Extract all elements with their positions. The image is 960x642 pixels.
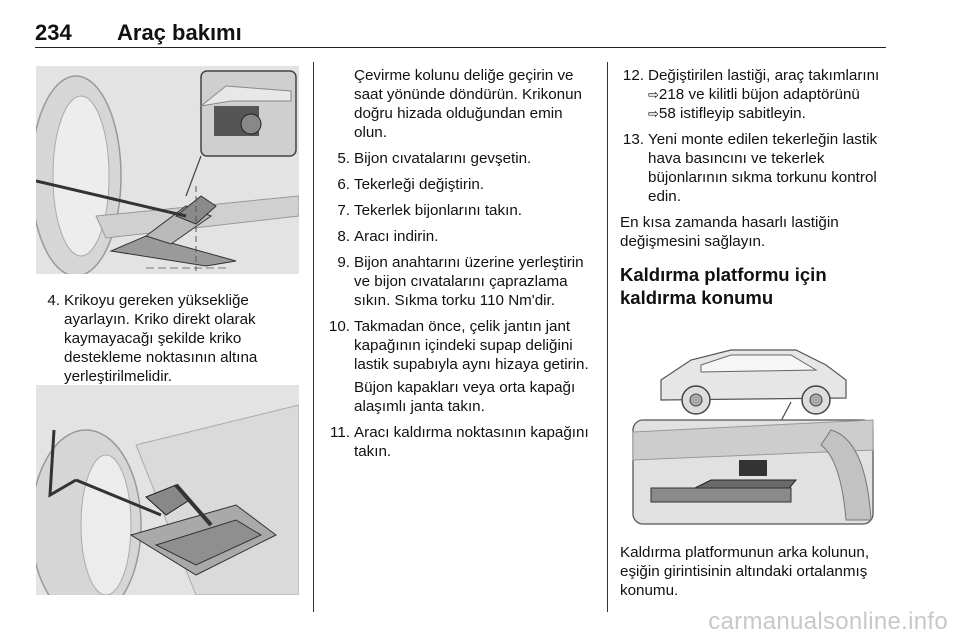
- step-10: [326, 317, 598, 374]
- column-2: [326, 66, 598, 468]
- figure-jack-placement: [36, 66, 299, 274]
- page-title: Araç bakımı: [117, 20, 242, 45]
- step-5: [326, 149, 598, 168]
- step-12: [620, 66, 888, 123]
- step-8: [326, 227, 598, 246]
- step-text: Bijon anahtarını üzerine yerleştirin ve bijon cıvatalarını çaprazlama sıkın. Sıkma torku 110 Nm'dir.: [354, 254, 584, 309]
- paragraph: En kısa zamanda hasarlı lastiğin değişmesini sağlayın.: [620, 214, 839, 250]
- reference-arrow-icon: ⇨: [648, 87, 659, 102]
- step-text: ve kilitli büjon adaptörünü: [684, 86, 860, 103]
- step-text: Aracı kaldırma noktasının kapağını takın.: [354, 424, 589, 460]
- column-1: [36, 291, 299, 393]
- step-number: 10.: [328, 318, 350, 335]
- step-number: 8.: [337, 228, 350, 245]
- figure-caption: [620, 543, 888, 607]
- step-number: 5.: [337, 150, 350, 167]
- step-9: [326, 253, 598, 310]
- page-number: 234: [35, 20, 72, 45]
- watermark: carmanualsonline.info: [708, 608, 948, 635]
- step-number: 7.: [337, 202, 350, 219]
- step-text: Yeni monte edilen tekerleğin lastik hava basıncını ve tekerlek büjonlarının sıkma torkunu kontrol edin.: [648, 131, 878, 205]
- step-text: Aracı indirin.: [354, 228, 439, 245]
- step-4: [36, 291, 299, 386]
- step-10-continued: Büjon kapakları veya orta kapağı alaşımlı janta takın.: [354, 379, 576, 415]
- step-text: Krikoyu gereken yüksekliğe ayarlayın. Kriko direkt olarak kaymayacağı şekilde kriko destekleme noktasının altına yerleştirilmelidir.: [64, 292, 258, 385]
- header-rule: [35, 47, 886, 48]
- figure-lift-position: [621, 320, 885, 526]
- step-number: 9.: [337, 254, 350, 271]
- page-header: [35, 10, 886, 48]
- step-number: 13.: [622, 131, 644, 148]
- step-text: istifleyip sabitleyin.: [675, 105, 806, 122]
- column-3: [620, 66, 888, 319]
- step-13: [620, 130, 888, 206]
- step-6: [326, 175, 598, 194]
- step-text: Tekerlek bijonlarını takın.: [354, 202, 522, 219]
- page-reference[interactable]: 218: [658, 86, 685, 103]
- step-text: Tekerleği değiştirin.: [354, 176, 484, 193]
- section-heading: Kaldırma platformu için kaldırma konumu: [620, 264, 827, 308]
- step-number: 11.: [330, 424, 350, 441]
- reference-arrow-icon: ⇨: [648, 106, 659, 121]
- step-number: 4.: [47, 292, 60, 309]
- figure-jack-crank: [36, 385, 299, 595]
- step-7: [326, 201, 598, 220]
- step-number: 6.: [337, 176, 350, 193]
- step-text: Bijon cıvatalarını gevşetin.: [354, 150, 532, 167]
- step-4-continued: Çevirme kolunu deliğe geçirin ve saat yönünde döndürün. Krikonun doğru hizada olduğundan emin olun.: [354, 67, 582, 141]
- step-11: [326, 423, 598, 461]
- step-number: 12.: [622, 67, 644, 84]
- column-divider-1: [313, 62, 314, 612]
- caption-text: Kaldırma platformunun arka kolunun, eşiğin girintisinin altındaki ortalanmış konumu.: [620, 544, 870, 599]
- page-reference[interactable]: 58: [658, 105, 676, 122]
- step-text: Takmadan önce, çelik jantın jant kapağının içindeki supap deliğini lastik supabıyla aynı hizaya getirin.: [354, 318, 589, 373]
- step-text: Değiştirilen lastiği, araç takımlarını: [648, 67, 880, 84]
- column-divider-2: [607, 62, 608, 612]
